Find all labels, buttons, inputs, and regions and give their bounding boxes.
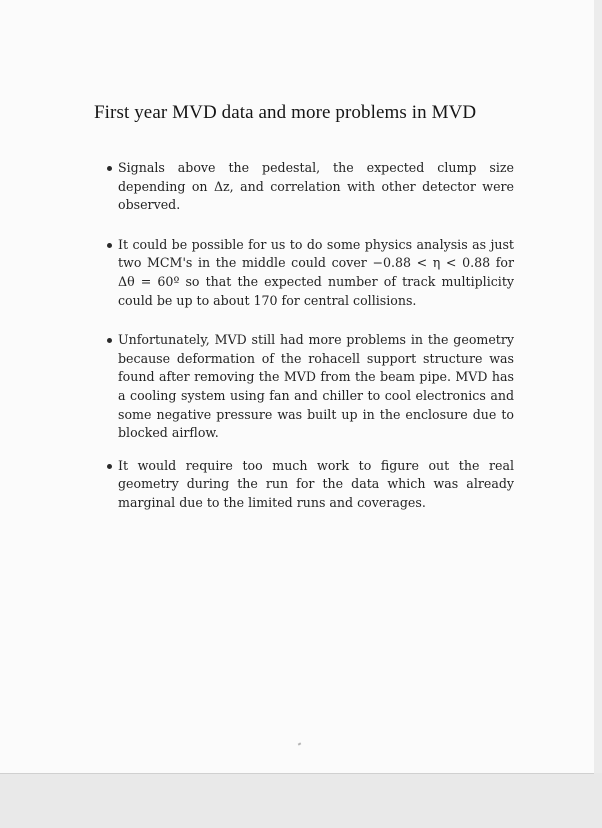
page-title: First year MVD data and more problems in MVD [94,102,477,123]
bullet-item-signals [96,159,514,215]
scan-speck [298,742,302,745]
bullet-item-real-geometry [96,457,514,513]
bullet-item-physics-analysis [96,236,514,310]
bullet-list [96,159,514,534]
bullet-text: It would require too much work to figure out the real geometry during the run for the data which was already marginal due to the limited runs and coverages. [118,457,514,510]
bullet-text: Unfortunately, MVD still had more problems in the geometry because deformation of the rohacell support structure was found after removing the MVD from the beam pipe. MVD has a cooling system using fan and chiller to cool electronics and some negative pressure was built up in the enclosure due to blocked airflow. [118,332,514,441]
scan-edge [594,0,602,773]
bullet-item-geometry-problems [96,331,514,443]
bullet-dot-icon [107,243,112,248]
bullet-dot-icon [107,338,112,343]
bullet-text: It could be possible for us to do some physics analysis as just two MCM's in the middle could cover −0.88 < η < 0.88 for Δθ = 60º so that the expected number of track multiplicity could be up to about 170 for central collisions. [118,236,514,308]
bullet-dot-icon [107,166,112,171]
bullet-dot-icon [107,464,112,469]
bullet-text: Signals above the pedestal, the expected clump size depending on Δz, and correlation with other detector were observed. [118,160,514,213]
